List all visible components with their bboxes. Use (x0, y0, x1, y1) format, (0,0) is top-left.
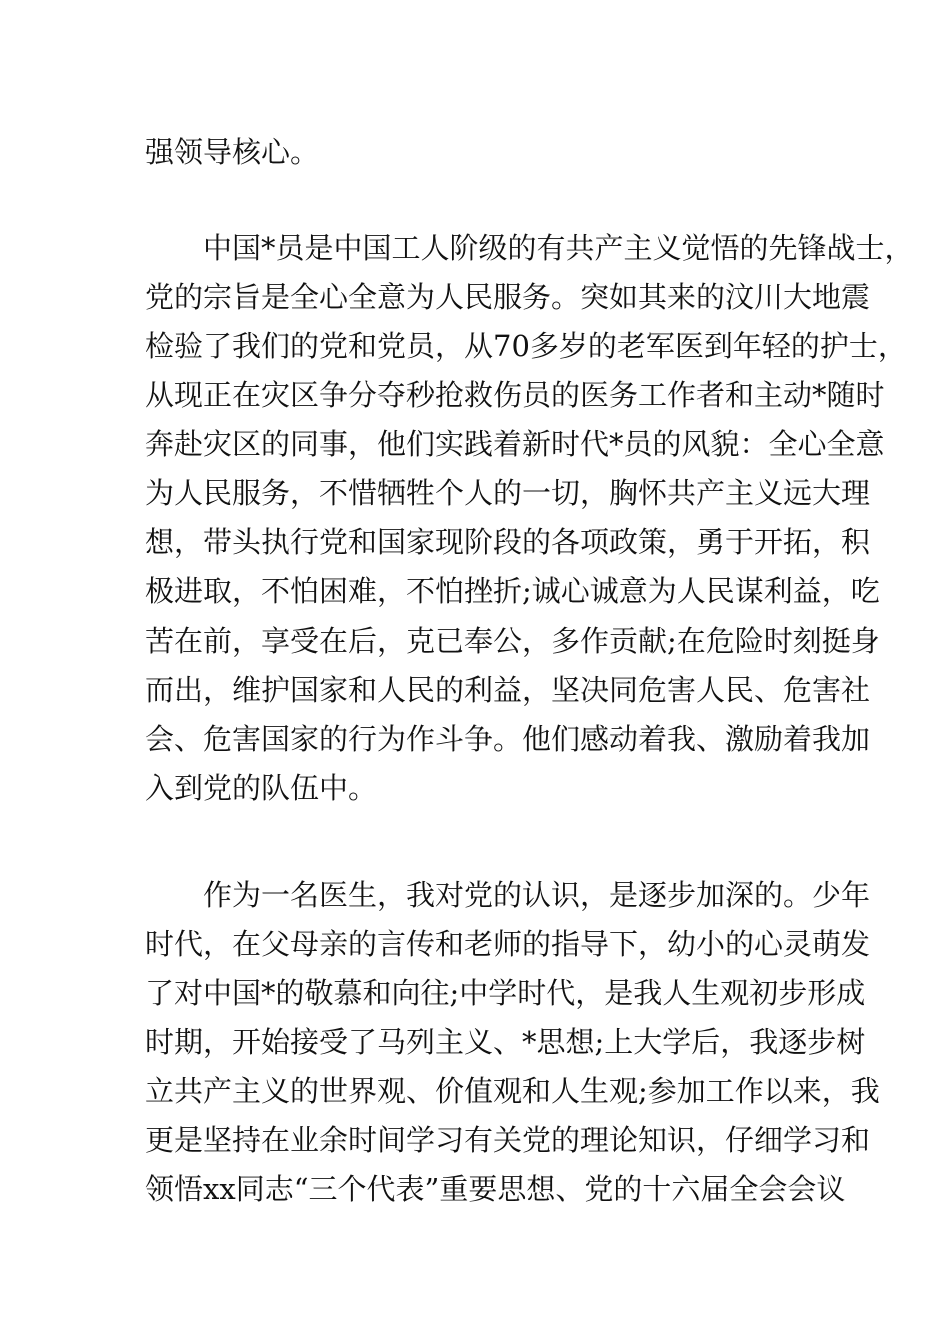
paragraph-3-line-6: 更是坚持在业余时间学习有关党的理论知识，仔细学习和 (145, 1123, 871, 1157)
paragraph-2-line-1: 中国*员是中国工人阶级的有共产主义觉悟的先锋战士， (203, 231, 914, 265)
paragraph-2-line-11: 会、危害国家的行为作斗争。他们感动着我、激励着我加 (145, 722, 871, 756)
paragraph-3-line-7: 领悟xx同志“三个代表”重要思想、党的十六届全会会议 (145, 1172, 846, 1206)
paragraph-2-line-6: 为人民服务，不惜牺牲个人的一切，胸怀共产主义远大理 (145, 476, 871, 510)
paragraph-1-line-1: 强领导核心。 (145, 135, 320, 169)
paragraph-3-line-1: 作为一名医生，我对党的认识，是逐步加深的。少年 (203, 878, 871, 912)
paragraph-3-line-2: 时代，在父母亲的言传和老师的指导下，幼小的心灵萌发 (145, 927, 871, 961)
paragraph-2-line-10: 而出，维护国家和人民的利益，坚决同危害人民、危害社 (145, 673, 871, 707)
paragraph-2-line-2: 党的宗旨是全心全意为人民服务。突如其来的汶川大地震 (145, 280, 871, 314)
paragraph-2-line-3: 检验了我们的党和党员，从70多岁的老军医到年轻的护士， (145, 329, 907, 363)
paragraph-2-line-7: 想，带头执行党和国家现阶段的各项政策，勇于开拓，积 (145, 525, 871, 559)
paragraph-2-line-12: 入到党的队伍中。 (145, 771, 378, 805)
paragraph-2-line-5: 奔赴灾区的同事，他们实践着新时代*员的风貌：全心全意 (145, 427, 885, 461)
paragraph-3-line-5: 立共产主义的世界观、价值观和人生观;参加工作以来，我 (145, 1074, 880, 1108)
paragraph-3-line-3: 了对中国*的敬慕和向往;中学时代，是我人生观初步形成 (145, 976, 866, 1010)
paragraph-2-line-4: 从现正在灾区争分夺秒抢救伤员的医务工作者和主动*随时 (145, 378, 885, 412)
paragraph-2-line-8: 极进取，不怕困难，不怕挫折;诚心诚意为人民谋利益，吃 (145, 574, 880, 608)
paragraph-2-line-9: 苦在前，享受在后，克已奉公，多作贡献;在危险时刻挺身 (145, 624, 880, 658)
paragraph-3-line-4: 时期，开始接受了马列主义、*思想;上大学后，我逐步树 (145, 1025, 866, 1059)
